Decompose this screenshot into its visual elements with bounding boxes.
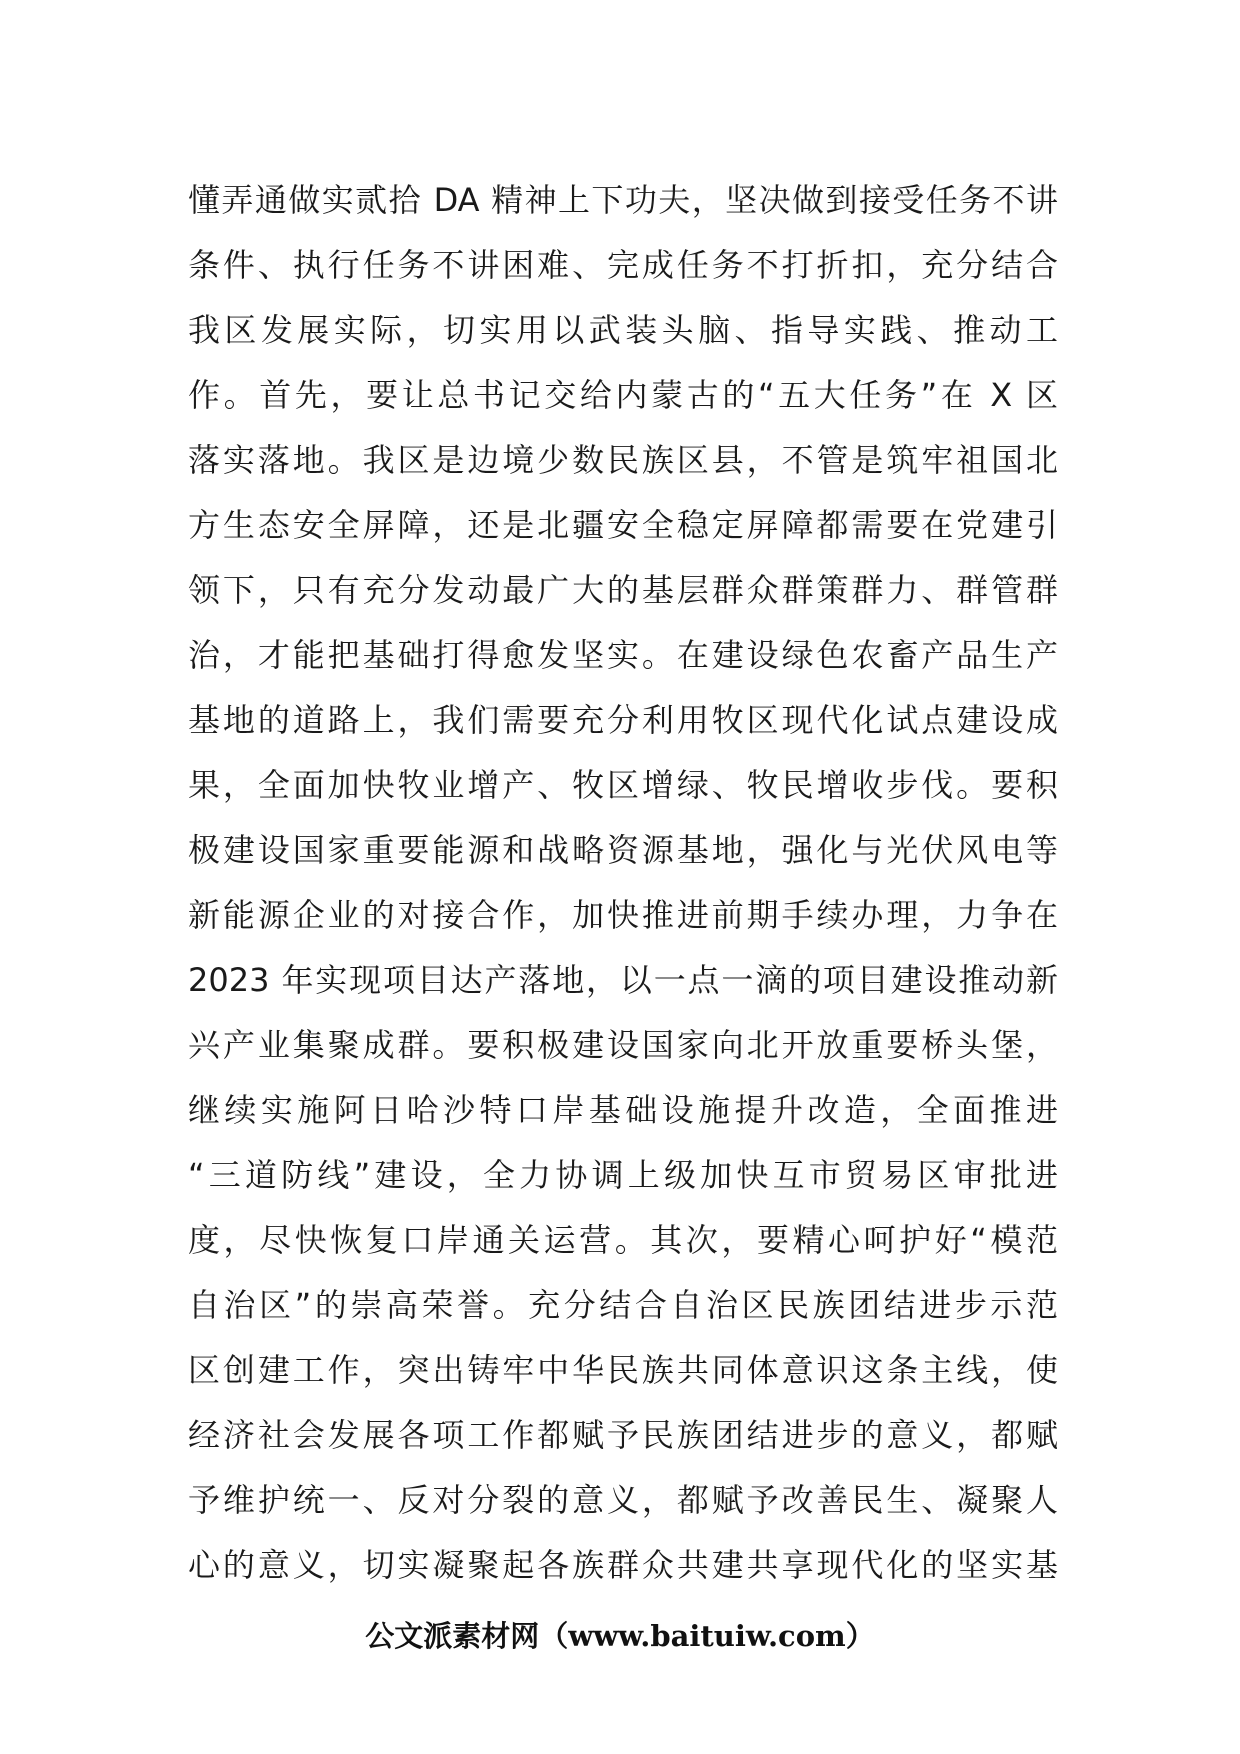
text-line: 经济社会发展各项工作都赋予民族团结进步的意义，都赋 <box>188 1416 1058 1454</box>
text-line: 自治区”的崇高荣誉。充分结合自治区民族团结进步示范 <box>188 1286 1058 1324</box>
text-line: 度，尽快恢复口岸通关运营。其次，要精心呵护好“模范 <box>188 1221 1058 1259</box>
text-line: 新能源企业的对接合作，加快推进前期手续办理，力争在 <box>188 896 1058 934</box>
body-text <box>188 168 1058 1598</box>
text-line: 治，才能把基础打得愈发坚实。在建设绿色农畜产品生产 <box>188 636 1058 674</box>
text-line: 区创建工作，突出铸牢中华民族共同体意识这条主线，使 <box>188 1351 1058 1389</box>
text-line: 领下，只有充分发动最广大的基层群众群策群力、群管群 <box>188 571 1058 609</box>
text-line: 基地的道路上，我们需要充分利用牧区现代化试点建设成 <box>188 701 1058 739</box>
text-line: 方生态安全屏障，还是北疆安全稳定屏障都需要在党建引 <box>188 506 1058 544</box>
text-line: 继续实施阿日哈沙特口岸基础设施提升改造，全面推进 <box>188 1091 1058 1129</box>
text-line: 2023 年实现项目达产落地，以一点一滴的项目建设推动新 <box>188 961 1058 999</box>
text-line: 落实落地。我区是边境少数民族区县，不管是筑牢祖国北 <box>188 441 1058 479</box>
text-line: 条件、执行任务不讲困难、完成任务不打折扣，充分结合 <box>188 246 1058 284</box>
text-line: 作。首先，要让总书记交给内蒙古的“五大任务”在 X 区 <box>188 376 1058 414</box>
text-line: 我区发展实际，切实用以武装头脑、指导实践、推动工 <box>188 311 1058 349</box>
text-line: 兴产业集聚成群。要积极建设国家向北开放重要桥头堡， <box>188 1026 1058 1064</box>
text-line: 予维护统一、反对分裂的意义，都赋予改善民生、凝聚人 <box>188 1481 1058 1519</box>
text-line: 心的意义，切实凝聚起各族群众共建共享现代化的坚实基 <box>188 1546 1058 1584</box>
text-line: 懂弄通做实贰拾 DA 精神上下功夫，坚决做到接受任务不讲 <box>188 181 1058 219</box>
text-line: 极建设国家重要能源和战略资源基地，强化与光伏风电等 <box>188 831 1058 869</box>
text-line: “三道防线”建设，全力协调上级加快互市贸易区审批进 <box>188 1156 1058 1194</box>
page-footer: 公文派素材网（www.baituiw.com） <box>365 1619 875 1653</box>
text-line: 果，全面加快牧业增产、牧区增绿、牧民增收步伐。要积 <box>188 766 1058 804</box>
